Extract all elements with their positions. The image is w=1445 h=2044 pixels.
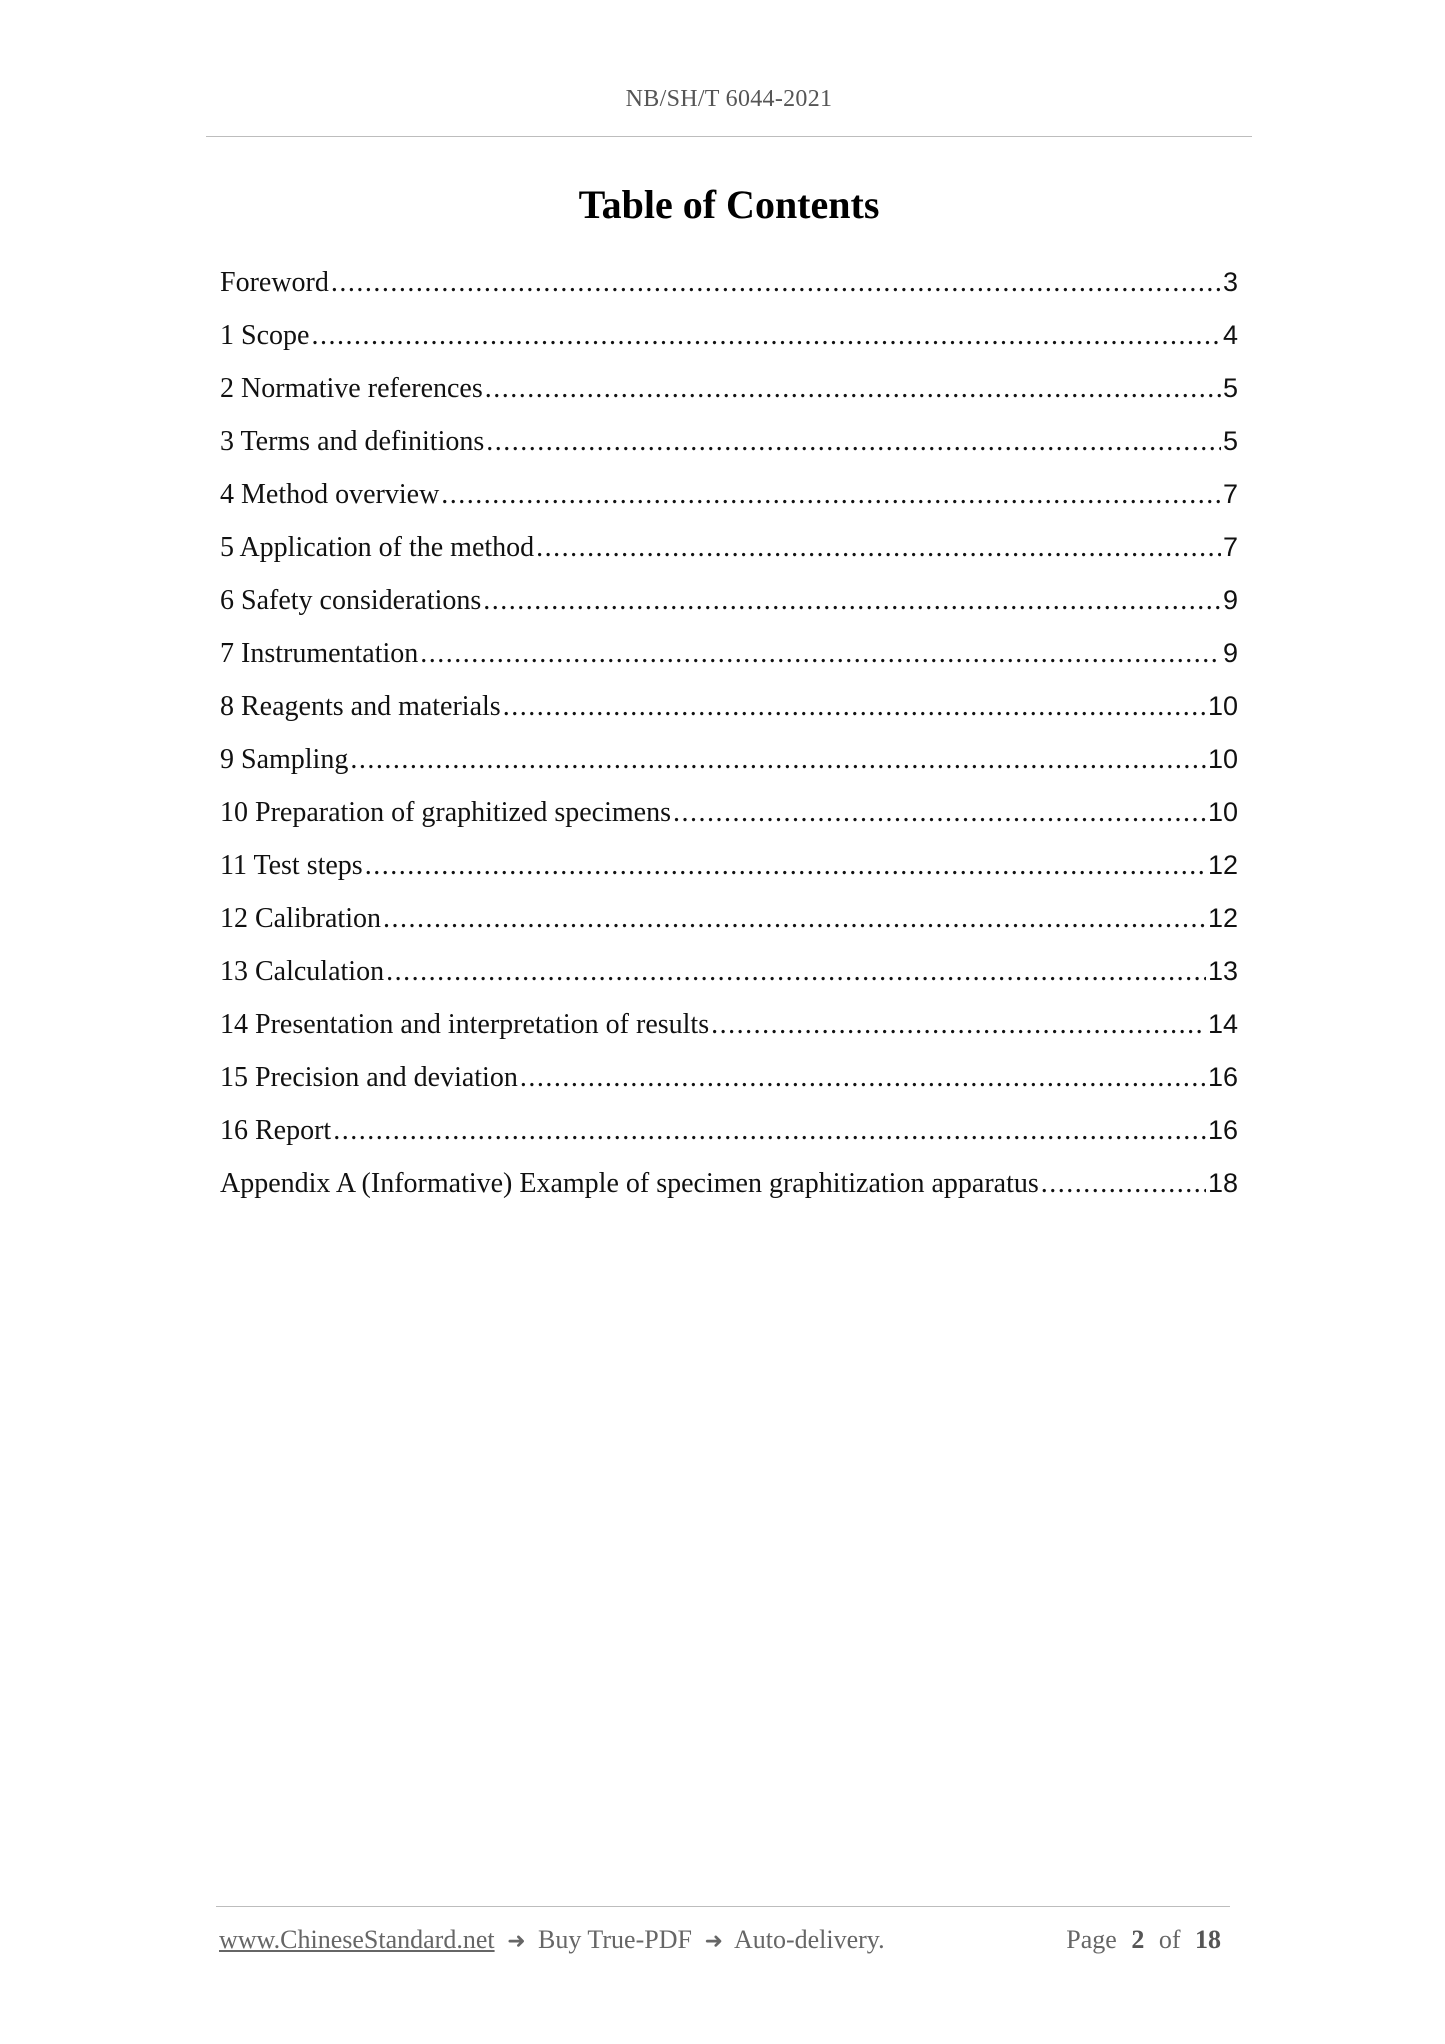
toc-entry-reagents-and-materials[interactable] xyxy=(220,680,1238,733)
toc-entry-label: Appendix A (Informative) Example of specimen graphitization apparatus xyxy=(220,1168,1039,1199)
header-divider xyxy=(206,136,1252,137)
toc-entry-page: 7 xyxy=(1222,479,1238,509)
dot-leader xyxy=(386,945,1206,998)
toc-entry-report[interactable] xyxy=(220,1104,1238,1157)
page-total: 18 xyxy=(1195,1925,1221,1954)
toc-entry-calculation[interactable] xyxy=(220,945,1238,998)
toc-entry-page: 10 xyxy=(1207,797,1238,827)
toc-entry-label: 8 Reagents and materials xyxy=(220,691,501,722)
toc-entry-page: 16 xyxy=(1207,1062,1238,1092)
toc-entry-label: 13 Calculation xyxy=(220,956,385,987)
toc-entry-appendix-a[interactable] xyxy=(220,1157,1238,1210)
dot-leader xyxy=(333,1104,1206,1157)
toc-entry-safety-considerations[interactable] xyxy=(220,574,1238,627)
page-word: Page xyxy=(1066,1925,1117,1954)
toc-entry-page: 12 xyxy=(1207,850,1238,880)
toc-entry-label: 7 Instrumentation xyxy=(220,638,419,669)
toc-entry-page: 7 xyxy=(1222,532,1238,562)
toc-entry-label: 9 Sampling xyxy=(220,744,349,775)
toc-entry-page: 12 xyxy=(1207,903,1238,933)
page-number xyxy=(1066,1925,1229,1955)
dot-leader xyxy=(673,786,1206,839)
dot-leader xyxy=(331,256,1221,309)
toc-entry-page: 5 xyxy=(1222,426,1238,456)
toc-entry-label: 14 Presentation and interpretation of results xyxy=(220,1009,710,1040)
toc-title: Table of Contents xyxy=(578,182,880,227)
toc-entry-instrumentation[interactable] xyxy=(220,627,1238,680)
toc-entry-page: 9 xyxy=(1222,638,1238,668)
auto-delivery-text: Auto-delivery. xyxy=(733,1925,885,1954)
toc-entry-label: 4 Method overview xyxy=(220,479,440,510)
toc-entry-preparation-of-specimens[interactable] xyxy=(220,786,1238,839)
toc-entry-scope[interactable] xyxy=(220,309,1238,362)
toc-entry-page: 4 xyxy=(1222,320,1238,350)
toc-entry-label: 15 Precision and deviation xyxy=(220,1062,518,1093)
toc-entry-page: 3 xyxy=(1222,267,1238,297)
dot-leader xyxy=(441,468,1221,521)
document-code-header: NB/SH/T 6044-2021 xyxy=(625,86,833,112)
dot-leader xyxy=(365,839,1206,892)
toc-entry-label: Foreword xyxy=(220,267,329,298)
page-footer xyxy=(219,1925,1229,1965)
dot-leader xyxy=(486,415,1221,468)
toc-entry-foreword[interactable] xyxy=(220,256,1238,309)
toc-entry-label: 3 Terms and definitions xyxy=(220,426,485,457)
table-of-contents xyxy=(220,256,1238,1210)
dot-leader xyxy=(420,627,1221,680)
toc-entry-label: 6 Safety considerations xyxy=(220,585,482,616)
toc-entry-presentation-of-results[interactable] xyxy=(220,998,1238,1051)
dot-leader xyxy=(383,892,1206,945)
dot-leader xyxy=(711,998,1206,1051)
site-link[interactable]: www.ChineseStandard.net xyxy=(219,1925,495,1954)
toc-entry-label: 5 Application of the method xyxy=(220,532,535,563)
toc-entry-precision-and-deviation[interactable] xyxy=(220,1051,1238,1104)
toc-entry-calibration[interactable] xyxy=(220,892,1238,945)
dot-leader xyxy=(536,521,1221,574)
dot-leader xyxy=(1041,1157,1206,1210)
toc-entry-method-overview[interactable] xyxy=(220,468,1238,521)
dot-leader xyxy=(485,362,1221,415)
toc-entry-page: 13 xyxy=(1207,956,1238,986)
right-arrow-icon: ➜ xyxy=(704,1929,723,1954)
footer-divider xyxy=(216,1906,1230,1907)
toc-entry-label: 1 Scope xyxy=(220,320,310,351)
toc-entry-label: 11 Test steps xyxy=(220,850,363,881)
toc-entry-label: 16 Report xyxy=(220,1115,332,1146)
right-arrow-icon: ➜ xyxy=(507,1929,526,1954)
toc-entry-test-steps[interactable] xyxy=(220,839,1238,892)
toc-entry-page: 18 xyxy=(1207,1168,1238,1198)
toc-entry-terms-and-definitions[interactable] xyxy=(220,415,1238,468)
toc-entry-page: 10 xyxy=(1207,744,1238,774)
page-current: 2 xyxy=(1131,1925,1145,1954)
toc-entry-page: 5 xyxy=(1222,373,1238,403)
toc-entry-label: 2 Normative references xyxy=(220,373,483,404)
toc-entry-page: 16 xyxy=(1207,1115,1238,1145)
buy-true-pdf-text: Buy True-PDF xyxy=(538,1925,692,1954)
toc-entry-page: 14 xyxy=(1207,1009,1238,1039)
toc-entry-normative-references[interactable] xyxy=(220,362,1238,415)
dot-leader xyxy=(503,680,1206,733)
toc-entry-page: 10 xyxy=(1207,691,1238,721)
toc-entry-label: 10 Preparation of graphitized specimens xyxy=(220,797,671,828)
footer-promo xyxy=(219,1925,885,1955)
dot-leader xyxy=(483,574,1221,627)
dot-leader xyxy=(311,309,1221,362)
page-of: of xyxy=(1158,1925,1181,1954)
toc-entry-page: 9 xyxy=(1222,585,1238,615)
dot-leader xyxy=(350,733,1206,786)
dot-leader xyxy=(520,1051,1206,1104)
toc-entry-application-of-method[interactable] xyxy=(220,521,1238,574)
toc-entry-label: 12 Calibration xyxy=(220,903,381,934)
toc-entry-sampling[interactable] xyxy=(220,733,1238,786)
